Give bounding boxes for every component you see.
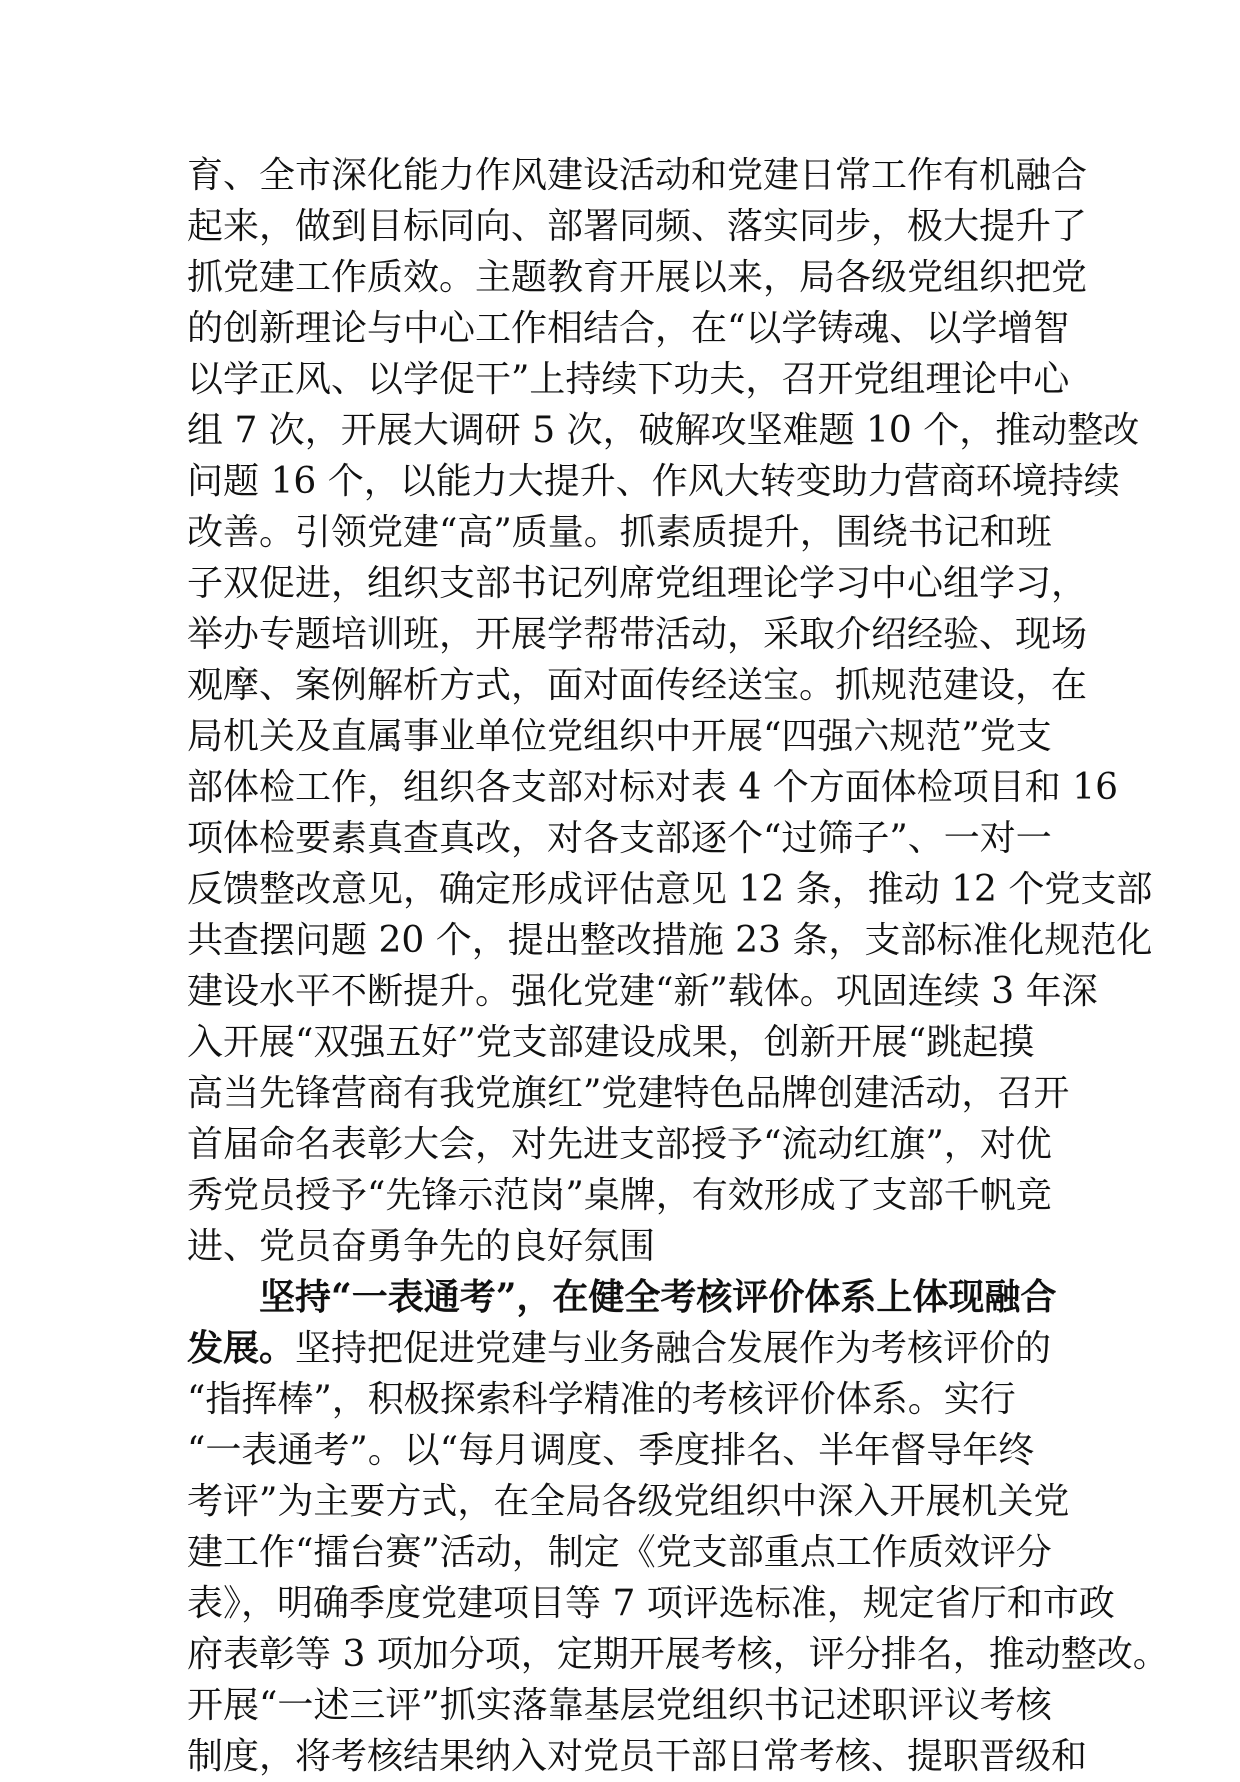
paragraph-line-text: 坚持把促进党建与业务融合发展作为考核评价的	[295, 1328, 1052, 1369]
paragraph-line: 观摩、案例解析方式，面对面传经送宝。抓规范建设，在	[187, 665, 1088, 706]
paragraph-party-building-quality	[187, 150, 1153, 1272]
paragraph-line: 制度，将考核结果纳入对党员干部日常考核、提职晋级和	[187, 1736, 1088, 1777]
paragraph-line: 组 7 次，开展大调研 5 次，破解攻坚难题 10 个，推动整改	[187, 410, 1140, 451]
paragraph-line: 部体检工作，组织各支部对标对表 4 个方面体检项目和 16	[187, 767, 1119, 808]
paragraph-line: 举办专题培训班，开展学帮带活动，采取介绍经验、现场	[187, 614, 1088, 655]
paragraph-line: 问题 16 个，以能力大提升、作风大转变助力营商环境持续	[187, 461, 1120, 502]
paragraph-line: 起来，做到目标同向、部署同频、落实同步，极大提升了	[187, 206, 1088, 247]
paragraph-line: 开展“一述三评”抓实落靠基层党组织书记述职评议考核	[187, 1685, 1052, 1726]
paragraph-line: 表》，明确季度党建项目等 7 项评选标准，规定省厅和市政	[187, 1583, 1115, 1624]
section-heading: 坚持“一表通考”，在健全考核评价体系上体现融合	[259, 1276, 1057, 1318]
section-heading-end: 发展。	[187, 1327, 296, 1369]
paragraph-line: 入开展“双强五好”党支部建设成果，创新开展“跳起摸	[187, 1022, 1035, 1063]
paragraph-line: 项体检要素真查真改，对各支部逐个“过筛子”、一对一	[187, 818, 1052, 859]
paragraph-line: “一表通考”。以“每月调度、季度排名、半年督导年终	[187, 1430, 1035, 1471]
paragraph-line: 的创新理论与中心工作相结合，在“以学铸魂、以学增智	[187, 308, 1070, 349]
paragraph-line: 改善。引领党建“高”质量。抓素质提升，围绕书记和班	[187, 512, 1052, 553]
paragraph-line: 共查摆问题 20 个，提出整改措施 23 条，支部标准化规范化	[187, 920, 1153, 961]
paragraph-line: 反馈整改意见，确定形成评估意见 12 条，推动 12 个党支部	[187, 869, 1153, 910]
paragraph-line: 育、全市深化能力作风建设活动和党建日常工作有机融合	[187, 155, 1088, 196]
paragraph-line: 建工作“擂台赛”活动，制定《党支部重点工作质效评分	[187, 1532, 1052, 1573]
paragraph-line: 进、党员奋勇争先的良好氛围	[187, 1226, 656, 1267]
paragraph-line: 建设水平不断提升。强化党建“新”载体。巩固连续 3 年深	[187, 971, 1098, 1012]
paragraph-line: 秀党员授予“先锋示范岗”桌牌，有效形成了支部千帆竞	[187, 1175, 1052, 1216]
paragraph-line: 局机关及直属事业单位党组织中开展“四强六规范”党支	[187, 716, 1052, 757]
paragraph-assessment-system	[187, 1374, 1169, 1782]
paragraph-line: 府表彰等 3 项加分项，定期开展考核，评分排名，推动整改。	[187, 1634, 1169, 1675]
paragraph-line	[187, 1323, 1067, 1374]
paragraph-line: 子双促进，组织支部书记列席党组理论学习中心组学习，	[187, 563, 1088, 604]
paragraph-line: 高当先锋营商有我党旗红”党建特色品牌创建活动，召开	[187, 1073, 1070, 1114]
paragraph-line: 以学正风、以学促干”上持续下功夫，召开党组理论中心	[187, 359, 1070, 400]
paragraph-line: “指挥棒”，积极探索科学精准的考核评价体系。实行	[187, 1379, 1016, 1420]
paragraph-line: 首届命名表彰大会，对先进支部授予“流动红旗”，对优	[187, 1124, 1052, 1165]
paragraph-line: 考评”为主要方式，在全局各级党组织中深入开展机关党	[187, 1481, 1070, 1522]
document-body	[187, 150, 1169, 1782]
paragraph-line: 抓党建工作质效。主题教育开展以来，局各级党组织把党	[187, 257, 1088, 298]
